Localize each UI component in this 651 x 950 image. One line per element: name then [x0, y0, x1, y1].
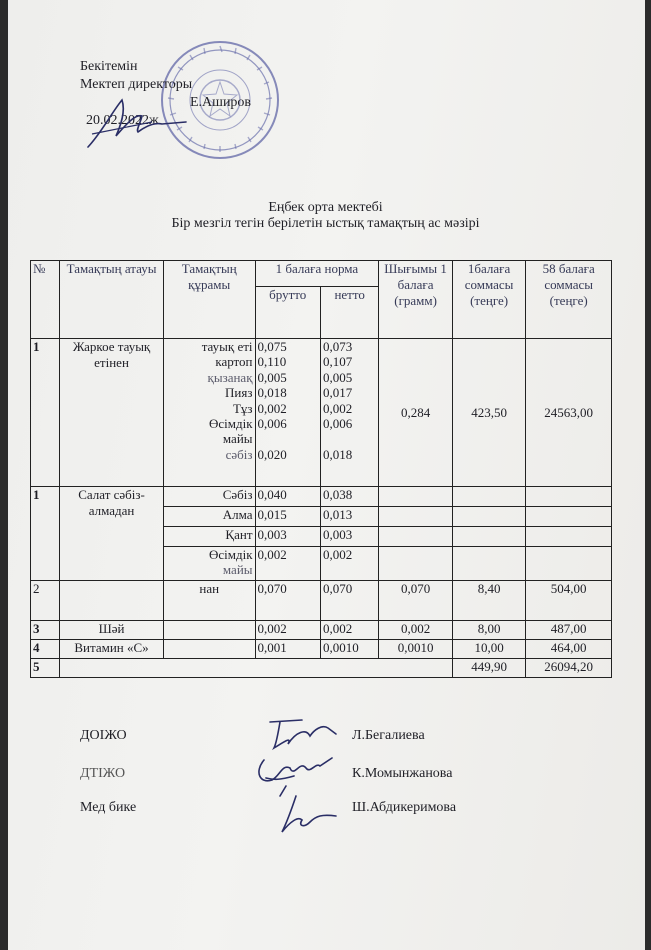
- sum-all-value: 24563,00: [526, 339, 612, 487]
- header-brutto: брутто: [255, 287, 320, 339]
- ingredient: Алма: [163, 507, 255, 527]
- header-composition: Тамақтың құрамы: [163, 261, 255, 339]
- brutto-value: 0,002: [257, 400, 287, 416]
- signer-name: Ш.Абдикеримова: [352, 800, 457, 815]
- empty-cell: [526, 547, 612, 581]
- output-value: 0,0010: [379, 640, 453, 659]
- netto-value: 0,002: [322, 400, 353, 416]
- sum-one-value: 10,00: [452, 640, 526, 659]
- empty-cell: [60, 659, 453, 678]
- netto-value: 0,002: [320, 547, 378, 581]
- brutto-value: 0,005: [257, 369, 287, 385]
- total-sum-all: 26094,20: [526, 659, 612, 678]
- row-num: 2: [31, 581, 60, 621]
- sum-one-value: 8,00: [452, 621, 526, 640]
- netto-value: 0,070: [320, 581, 378, 621]
- empty-cell: [379, 527, 453, 547]
- director-title: Мектеп директоры: [80, 77, 193, 92]
- ingredient-line: майы: [222, 562, 253, 578]
- signature-1: [262, 714, 342, 754]
- output-value: 0,002: [379, 621, 453, 640]
- ingredient: [163, 547, 255, 581]
- ingredient: Тұз: [232, 400, 253, 416]
- brutto-value: [258, 431, 318, 446]
- menu-title: Бір мезгіл тегін берілетін ыстық тамақтың ас мәзірі: [171, 216, 480, 231]
- netto-value: 0,003: [320, 527, 378, 547]
- composition-list: [163, 339, 255, 487]
- table-row: [31, 621, 612, 640]
- signature-3: [276, 792, 346, 836]
- empty-cell: [526, 527, 612, 547]
- brutto-value: 0,020: [257, 446, 287, 462]
- dish-name: [60, 581, 164, 621]
- row-num: 3: [31, 621, 60, 640]
- netto-value: 0,013: [320, 507, 378, 527]
- empty-cell: [452, 487, 526, 507]
- ingredient: тауық еті: [201, 339, 253, 354]
- output-value: 0,284: [379, 339, 453, 487]
- header-norm: 1 балаға норма: [255, 261, 379, 287]
- empty-cell: [379, 547, 453, 581]
- row-num: 1: [31, 339, 60, 487]
- ingredient: [163, 640, 255, 659]
- signer-title: Мед бике: [80, 800, 137, 815]
- brutto-value: 0,040: [255, 487, 320, 507]
- brutto-value: 0,110: [257, 354, 287, 370]
- brutto-value: 0,015: [255, 507, 320, 527]
- sum-all-value: 504,00: [526, 581, 612, 621]
- sum-all-value: 464,00: [526, 640, 612, 659]
- signature-2: [250, 750, 340, 798]
- ingredient: картоп: [215, 354, 253, 370]
- school-name: Еңбек орта мектебі: [268, 200, 383, 215]
- ingredient: Сәбіз: [163, 487, 255, 507]
- header-netto: нетто: [320, 287, 378, 339]
- signer-title: ДОІЖО: [80, 728, 127, 743]
- netto-value: 0,107: [322, 354, 353, 370]
- sum-one-value: 423,50: [452, 339, 526, 487]
- netto-value: 0,002: [320, 621, 378, 640]
- empty-cell: [526, 507, 612, 527]
- dish-name: Шәй: [60, 621, 164, 640]
- director-signature: [82, 92, 192, 152]
- empty-cell: [379, 487, 453, 507]
- brutto-value: 0,006: [257, 415, 287, 431]
- brutto-value: 0,003: [255, 527, 320, 547]
- netto-value: 0,005: [322, 369, 353, 385]
- table-header-row: [31, 261, 612, 287]
- header-sum-all: 58 балаға соммасы (теңге): [526, 261, 612, 339]
- header-num: №: [31, 261, 60, 339]
- ingredient: [163, 621, 255, 640]
- total-sum-one: 449,90: [452, 659, 526, 678]
- table-row: [31, 581, 612, 621]
- brutto-list: [255, 339, 320, 487]
- empty-cell: [452, 547, 526, 581]
- menu-table: [30, 260, 612, 678]
- netto-list: [320, 339, 378, 487]
- output-value: 0,070: [379, 581, 453, 621]
- signer-name: Л.Бегалиева: [352, 728, 425, 743]
- brutto-value: 0,018: [257, 385, 287, 401]
- signer-title: ДТІЖО: [80, 766, 126, 781]
- dish-name: Витамин «С»: [60, 640, 164, 659]
- netto-value: 0,018: [322, 446, 353, 462]
- netto-value: 0,038: [320, 487, 378, 507]
- sum-one-value: 8,40: [452, 581, 526, 621]
- brutto-value: 0,002: [255, 547, 320, 581]
- ingredient: қызанақ: [207, 369, 253, 385]
- dish-name: Салат сәбіз-алмадан: [60, 487, 164, 581]
- director-name: Е.Аширов: [190, 95, 252, 110]
- header-dish: Тамақтың атауы: [60, 261, 164, 339]
- ingredient: Пияз: [225, 385, 253, 401]
- table-total-row: [31, 659, 612, 678]
- approved-label: Бекітемін: [80, 59, 138, 74]
- sum-all-value: 487,00: [526, 621, 612, 640]
- header-sum-one: 1балаға соммасы (теңге): [452, 261, 526, 339]
- empty-cell: [452, 507, 526, 527]
- ingredient-line: Өсімдік: [208, 547, 253, 562]
- netto-value: 0,006: [322, 415, 353, 431]
- ingredient: нан: [163, 581, 255, 621]
- document-heading: [0, 200, 651, 232]
- empty-cell: [526, 487, 612, 507]
- ingredient: майы: [222, 431, 253, 447]
- brutto-value: 0,002: [255, 621, 320, 640]
- ingredient: Өсімдік: [208, 415, 253, 431]
- ingredient: Қант: [163, 527, 255, 547]
- signer-name: К.Момынжанова: [352, 766, 453, 781]
- netto-value: 0,0010: [320, 640, 378, 659]
- empty-cell: [379, 507, 453, 527]
- netto-value: 0,073: [322, 339, 353, 354]
- row-num: 1: [31, 487, 60, 581]
- brutto-value: 0,070: [255, 581, 320, 621]
- table-row: [31, 339, 612, 487]
- row-num: 5: [31, 659, 60, 678]
- table-row: [31, 640, 612, 659]
- empty-cell: [452, 527, 526, 547]
- netto-value: 0,017: [322, 385, 353, 401]
- netto-value: [323, 431, 376, 446]
- header-output: Шығымы 1 балаға (грамм): [379, 261, 453, 339]
- brutto-value: 0,075: [257, 339, 287, 354]
- approval-date: 20.02.2022ж: [86, 113, 159, 128]
- table-row: [31, 487, 612, 507]
- dish-name: Жаркое тауық етінен: [60, 339, 164, 487]
- ingredient: сәбіз: [225, 446, 253, 462]
- brutto-value: 0,001: [255, 640, 320, 659]
- row-num: 4: [31, 640, 60, 659]
